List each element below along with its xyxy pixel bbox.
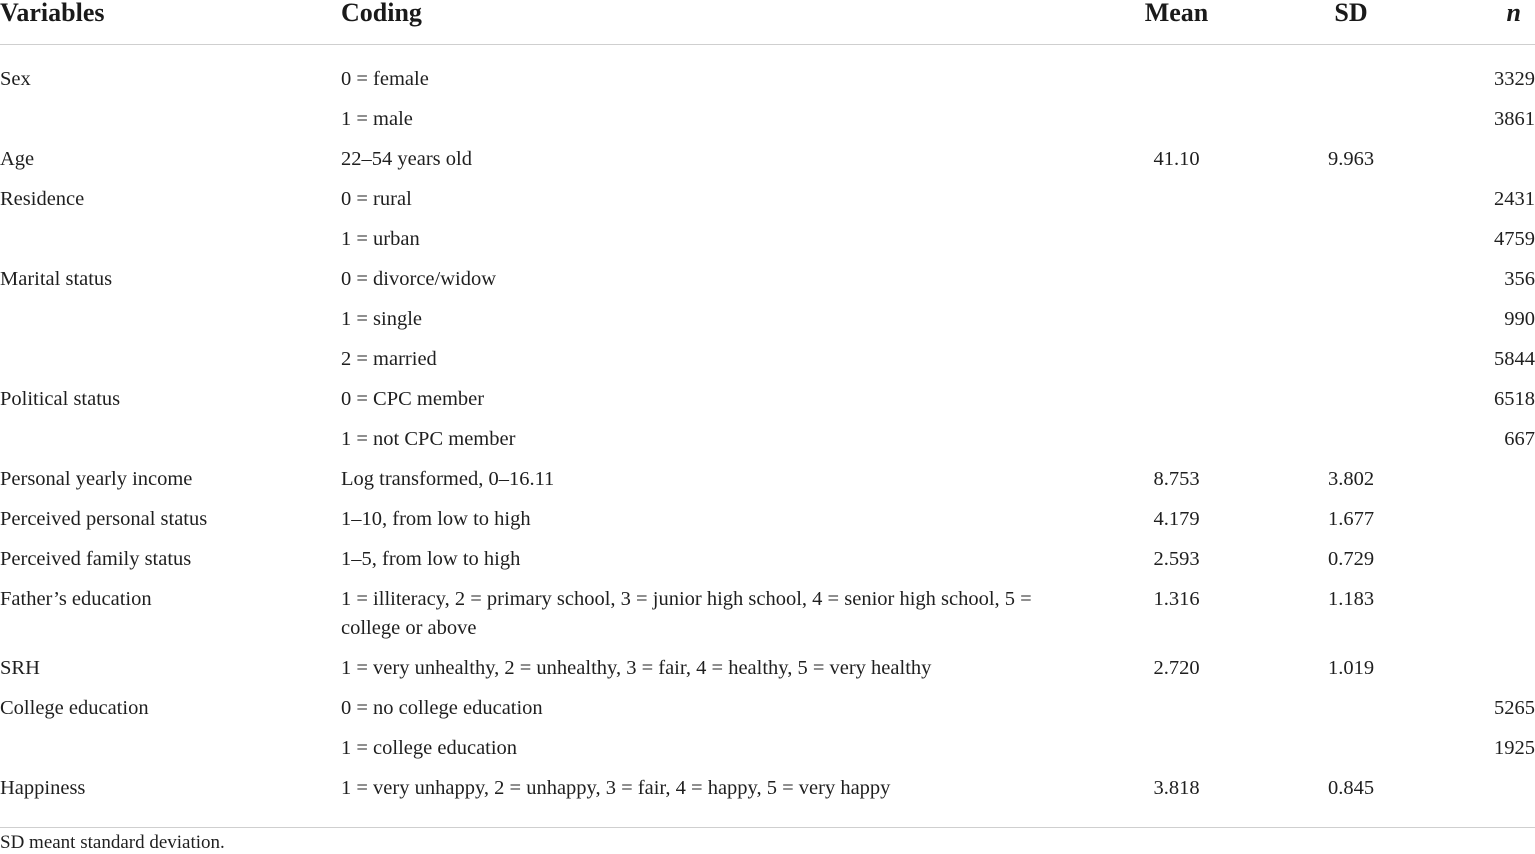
cell-variable: Father’s education (0, 587, 152, 610)
cell-variable: College education (0, 696, 149, 719)
cell-sd (1293, 299, 1409, 339)
table-row (0, 179, 1535, 219)
cell-sd (1293, 219, 1409, 259)
cell-mean (1060, 339, 1293, 379)
cell-n: 5844 (1494, 347, 1535, 370)
cell-mean (1060, 99, 1293, 139)
cell-n: 1925 (1494, 736, 1535, 759)
header-n: n (1409, 0, 1535, 45)
cell-sd (1293, 728, 1409, 768)
cell-coding: 1 = male (341, 107, 413, 130)
cell-sd: 9.963 (1327, 147, 1375, 170)
cell-variable: SRH (0, 656, 40, 679)
cell-coding: 1–10, from low to high (341, 507, 531, 530)
cell-sd (1293, 259, 1409, 299)
cell-coding: 22–54 years old (341, 147, 472, 170)
cell-coding: 0 = divorce/widow (341, 267, 497, 290)
cell-sd: 1.183 (1327, 587, 1375, 610)
cell-coding: 1 = college education (341, 736, 518, 759)
cell-coding: 1 = single (341, 307, 423, 330)
cell-variable (0, 219, 341, 259)
cell-sd (1293, 339, 1409, 379)
cell-sd (1293, 45, 1409, 99)
cell-coding: 1–5, from low to high (341, 547, 521, 570)
cell-sd: 3.802 (1327, 467, 1375, 490)
cell-n (1409, 579, 1535, 648)
cell-variable (0, 728, 341, 768)
cell-variable: Residence (0, 187, 85, 210)
cell-sd: 0.845 (1327, 776, 1375, 799)
cell-coding: 1 = very unhealthy, 2 = unhealthy, 3 = fair, 4 = healthy, 5 = very healthy (341, 656, 932, 679)
cell-n: 2431 (1494, 187, 1535, 210)
cell-coding: 1 = not CPC member (341, 427, 516, 450)
cell-mean (1060, 45, 1293, 99)
table-row (0, 728, 1535, 768)
cell-coding: Log transformed, 0–16.11 (341, 467, 555, 490)
cell-sd (1293, 419, 1409, 459)
cell-coding: 1 = very unhappy, 2 = unhappy, 3 = fair, 4 = happy, 5 = very happy (341, 776, 891, 799)
header-variables: Variables (0, 0, 341, 45)
cell-mean: 41.10 (1153, 147, 1200, 170)
table-body (0, 45, 1535, 828)
cell-mean: 8.753 (1153, 467, 1200, 490)
cell-mean: 2.720 (1153, 656, 1200, 679)
table-row (0, 539, 1535, 579)
cell-n: 667 (1504, 427, 1535, 450)
cell-variable: Age (0, 147, 35, 170)
cell-sd (1293, 379, 1409, 419)
cell-variable (0, 339, 341, 379)
cell-coding: 1 = urban (341, 227, 420, 250)
cell-mean: 3.818 (1153, 776, 1200, 799)
header-mean: Mean (1060, 0, 1293, 45)
cell-sd: 0.729 (1327, 547, 1375, 570)
table-row (0, 379, 1535, 419)
table-row (0, 419, 1535, 459)
cell-n (1409, 648, 1535, 688)
cell-n: 3329 (1494, 68, 1535, 90)
cell-variable: Happiness (0, 776, 86, 799)
table-row (0, 339, 1535, 379)
cell-n (1409, 768, 1535, 828)
cell-variable (0, 419, 341, 459)
table-row (0, 688, 1535, 728)
cell-n: 356 (1504, 267, 1535, 290)
cell-coding: 1 = illiteracy, 2 = primary school, 3 = junior high school, 4 = senior high school, 5 = college or above (341, 587, 1032, 639)
cell-n: 3861 (1494, 107, 1535, 130)
table-row (0, 139, 1535, 179)
table-row (0, 648, 1535, 688)
cell-coding: 0 = female (341, 68, 429, 90)
cell-sd (1293, 688, 1409, 728)
cell-n: 990 (1504, 307, 1535, 330)
cell-n (1409, 539, 1535, 579)
cell-mean (1060, 419, 1293, 459)
cell-coding: 0 = rural (341, 187, 412, 210)
cell-variable (0, 299, 341, 339)
cell-mean (1060, 688, 1293, 728)
cell-sd: 1.019 (1327, 656, 1375, 679)
cell-n (1409, 459, 1535, 499)
cell-coding: 2 = married (341, 347, 437, 370)
cell-variable: Sex (0, 68, 31, 90)
cell-sd: 1.677 (1327, 507, 1375, 530)
header-sd: SD (1293, 0, 1409, 45)
cell-mean (1060, 299, 1293, 339)
cell-sd (1293, 99, 1409, 139)
table-header-row (0, 0, 1535, 45)
cell-coding: 0 = no college education (341, 696, 543, 719)
cell-mean (1060, 259, 1293, 299)
cell-n: 6518 (1494, 387, 1535, 410)
table-row (0, 499, 1535, 539)
table-row (0, 259, 1535, 299)
cell-variable: Marital status (0, 267, 113, 290)
cell-mean (1060, 728, 1293, 768)
cell-variable: Perceived family status (0, 547, 192, 570)
cell-n (1409, 139, 1535, 179)
cell-coding: 0 = CPC member (341, 387, 485, 410)
header-coding: Coding (341, 0, 1060, 45)
cell-mean: 4.179 (1153, 507, 1200, 530)
table-row (0, 579, 1535, 648)
cell-variable: Personal yearly income (0, 467, 193, 490)
cell-n: 5265 (1494, 696, 1535, 719)
cell-mean (1060, 219, 1293, 259)
cell-variable (0, 99, 341, 139)
cell-mean (1060, 179, 1293, 219)
table-row (0, 299, 1535, 339)
table-row (0, 459, 1535, 499)
cell-variable: Political status (0, 387, 121, 410)
cell-sd (1293, 179, 1409, 219)
cell-n (1409, 499, 1535, 539)
table-row (0, 219, 1535, 259)
table-row (0, 45, 1535, 99)
cell-mean (1060, 379, 1293, 419)
cell-variable: Perceived personal status (0, 507, 208, 530)
cell-n: 4759 (1494, 227, 1535, 250)
table-row (0, 768, 1535, 828)
cell-mean: 1.316 (1153, 587, 1200, 610)
cell-mean: 2.593 (1153, 547, 1200, 570)
table-footnote: SD meant standard deviation. (0, 832, 225, 853)
table-row (0, 99, 1535, 139)
